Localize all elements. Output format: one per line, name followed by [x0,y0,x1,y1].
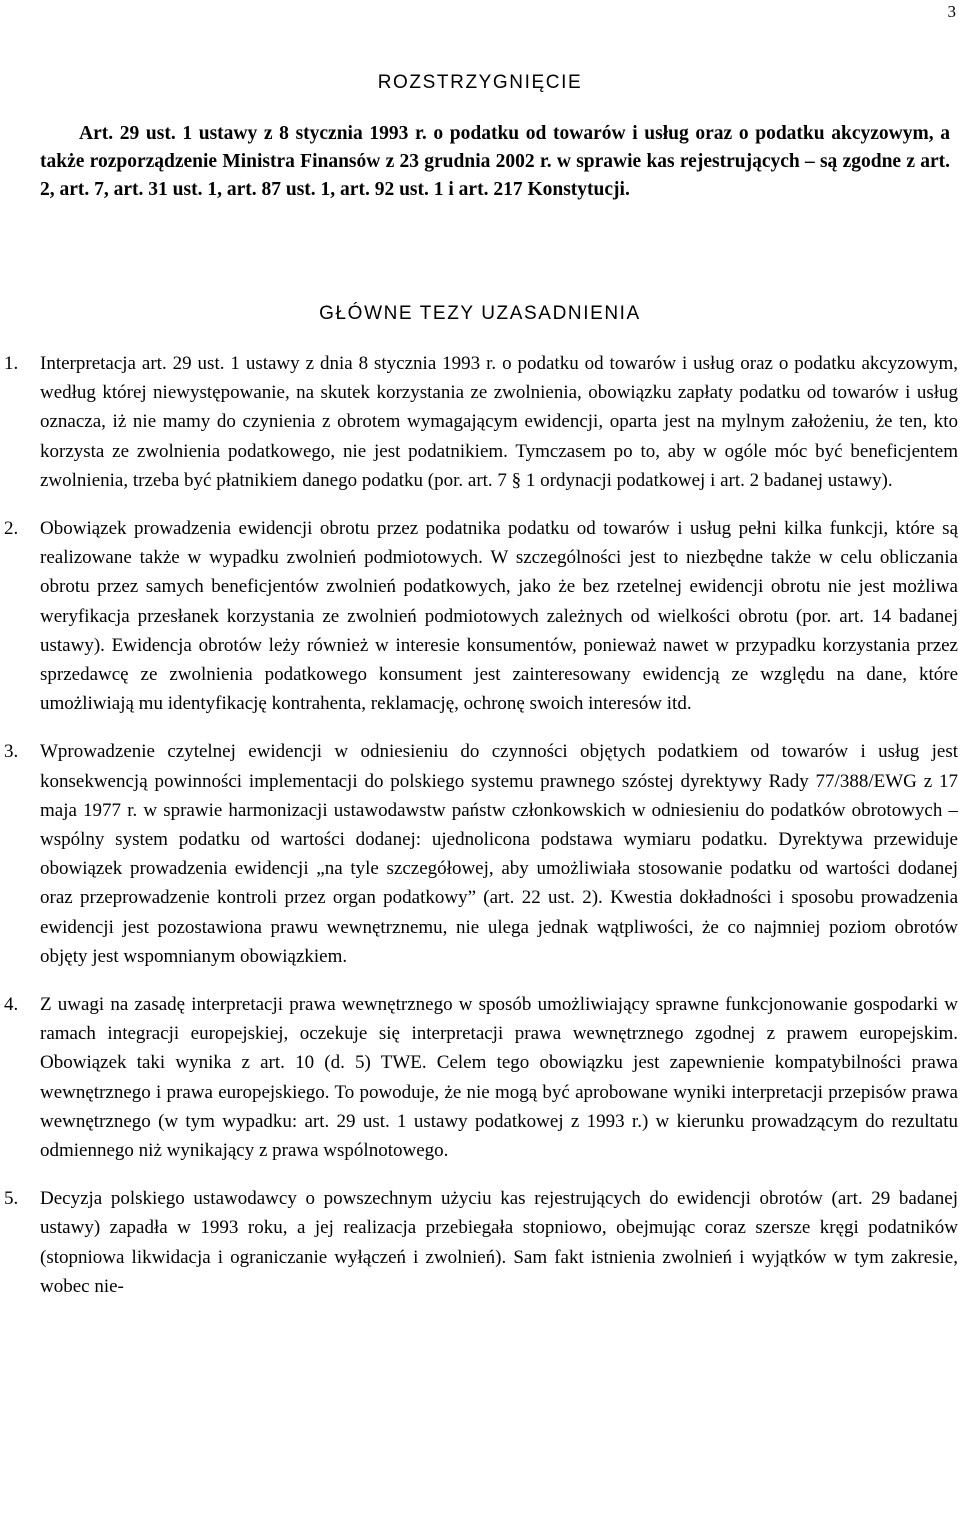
thesis-number: 5. [4,1188,19,1210]
thesis-text: Obowiązek prowadzenia ewidencji obrotu przez podatnika podatku od towarów i usług pełni kilka funkcji, które są realizowane także w wypadku zwolnień podmiotowych. W szczególności jest to niezbędne także w celu obliczania obrotu przez samych beneficjentów zwolnień podatkowych, jako że bez rzetelnej ewidencji obrotu nie jest możliwa weryfikacja przesłanek korzystania ze zwolnień podmiotowych zależnych od wielkości obrotu (por. art. 14 badanej ustawy). Ewidencja obrotów leży również w interesie konsumentów, ponieważ nawet w przypadku korzystania przez sprzedawcę ze zwolnienia podatkowego konsument jest zainteresowany ewidencją ze względu na dane, które umożliwiają mu identyfikację kontrahenta, reklamację, ochronę swoich interesów itd. [40,518,958,715]
thesis-text: Interpretacja art. 29 ust. 1 ustawy z dnia 8 stycznia 1993 r. o podatku od towarów i usług oraz o podatku akcyzowym, według której niewystępowanie, na skutek korzystania ze zwolnienia, obowiązku zapłaty podatku od towarów i usług oznacza, iż nie mamy do czynienia z obrotem wymagającym ewidencji, oparta jest na mylnym założeniu, że ten, kto korzysta ze zwolnienia podatkowego, nie jest podatnikiem. Tymczasem po to, aby w ogóle móc być beneficjentem zwolnienia, trzeba być płatnikiem danego podatku (por. art. 7 § 1 ordynacji podatkowej i art. 2 badanej ustawy). [40,353,958,491]
thesis-text: Wprowadzenie czytelnej ewidencji w odniesieniu do czynności objętych podatkiem od towarów i usług jest konsekwencją powinności implementacji do polskiego systemu prawnego szóstej dyrektywy Rady 77/388/EWG z 17 maja 1977 r. w sprawie harmonizacji ustawodawstw państw członkowskich w odniesieniu do podatków obrotowych – wspólny system podatku od wartości dodanej: ujednolicona podstawa wymiaru podatku. Dyrektywa przewiduje obowiązek prowadzenia ewidencji „na tyle szczegółowej, aby umożliwiała stosowanie podatku od wartości dodanej oraz przeprowadzenie kontroli przez organ podatkowy” (art. 22 ust. 2). Kwestia dokładności i sposobu prowadzenia ewidencji jest pozostawiona prawu wewnętrznemu, nie ulega jednak wątpliwości, że co najmniej poziom obrotów objęty jest wspomnianym obowiązkiem. [40,741,958,967]
thesis-number: 2. [4,518,19,540]
thesis-item-5 [0,1184,960,1301]
reasons-heading: GŁÓWNE TEZY UZASADNIENIA [319,303,641,324]
thesis-item-3 [0,737,960,971]
thesis-number: 3. [4,741,19,763]
thesis-number: 1. [4,353,19,374]
thesis-item-4 [0,990,960,1165]
thesis-list [0,349,960,1320]
thesis-item-1 [0,349,960,495]
thesis-item-2 [0,514,960,718]
thesis-text: Decyzja polskiego ustawodawcy o powszechnym użyciu kas rejestrujących do ewidencji obrotów (art. 29 badanej ustawy) zapadła w 1993 roku, a jej realizacja przebiegała stopniowo, obejmując coraz szersze kręgi podatników (stopniowa likwidacja i ograniczanie wyłączeń i zwolnień). Sam fakt istnienia zwolnień i wyjątków w tym zakresie, wobec nie- [40,1188,958,1297]
ruling-heading: ROZSTRZYGNIĘCIE [377,72,583,93]
thesis-text: Z uwagi na zasadę interpretacji prawa wewnętrznego w sposób umożliwiający sprawne funkcjonowanie gospodarki w ramach integracji europejskiej, oczekuje się interpretacji prawa wewnętrznego zgodnej z prawem europejskim. Obowiązek taki wynika z art. 10 (d. 5) TWE. Celem tego obowiązku jest zapewnienie kompatybilności prawa wewnętrznego i prawa europejskiego. To powoduje, że nie mogą być aprobowane wyniki interpretacji przepisów prawa wewnętrznego (w tym wypadku: art. 29 ust. 1 ustawy podatkowej z 1993 r.) w kierunku prowadzącym do rezultatu odmiennego niż wynikający z prawa wspólnotowego. [40,994,958,1162]
thesis-number: 4. [4,994,19,1016]
page-number: 3 [947,2,956,21]
ruling-text: Art. 29 ust. 1 ustawy z 8 stycznia 1993 r. o podatku od towarów i usług oraz o podatku akcyzowym, a także rozporządzenie Ministra Finansów z 23 grudnia 2002 r. w sprawie kas rejestrujących – są zgodne z art. 2, art. 7, art. 31 ust. 1, art. 87 ust. 1, art. 92 ust. 1 i art. 217 Konstytucji. [40,123,950,200]
